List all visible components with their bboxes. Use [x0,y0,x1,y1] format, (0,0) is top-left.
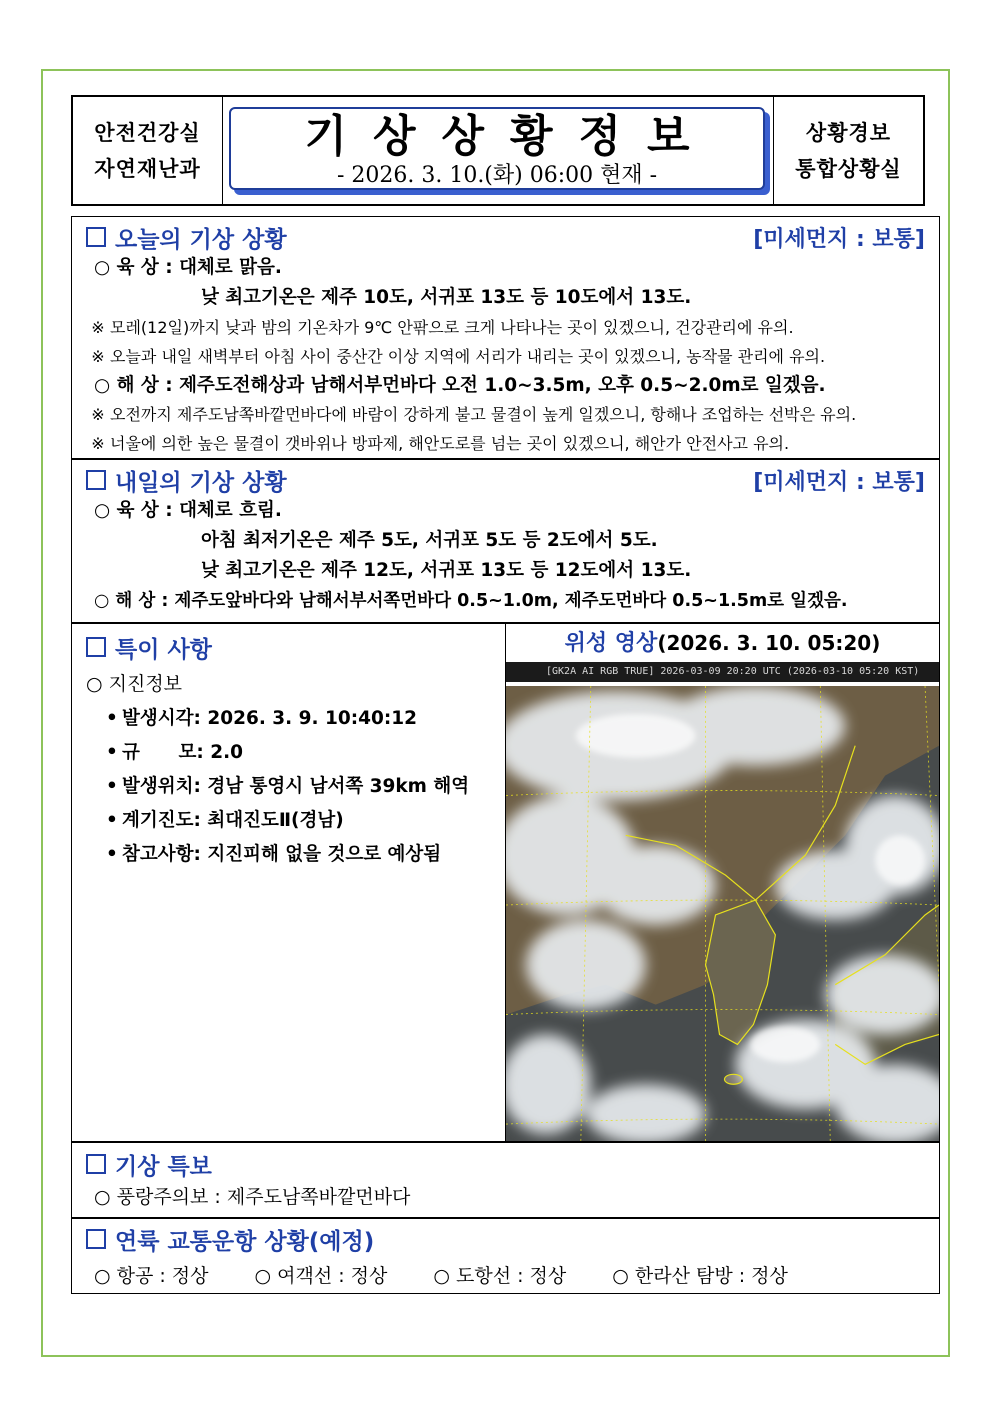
today-note-1: ※ 모레(12일)까지 낮과 밤의 기온차가 9℃ 안팎으로 크게 나타나는 곳이 있겠으니, 건강관리에 유의. [86,313,925,342]
checkbox-icon [86,637,106,657]
today-sea-label: ○ 해 상 : [94,375,173,396]
tomorrow-title: 내일의 기상 상황 [115,469,287,496]
satellite-panel [506,624,939,1141]
special-notes [72,624,506,1141]
today-note-2: ※ 오늘과 내일 새벽부터 아침 사이 중산간 이상 지역에 서리가 내리는 곳이 있겠으니, 농작물 관리에 유의. [86,342,925,371]
today-title: 오늘의 기상 상황 [115,226,287,253]
traffic-ferry: ○ 여객선 : 정상 [254,1265,388,1287]
quake-item: • 발생위치: 경남 통영시 남서쪽 39km 해역 [86,770,491,804]
tomorrow-land-max: 낮 최고기온은 제주 12도, 서귀포 13도 등 12도에서 13도. [201,560,692,581]
special-header [86,628,491,666]
note-mark: ※ [91,405,105,424]
traffic-section [71,1218,940,1294]
today-land-temp: 낮 최고기온은 제주 10도, 서귀포 13도 등 10도에서 13도. [201,287,692,308]
recipient-line-1: 상황경보 [805,120,892,145]
bullet-icon: • [106,810,118,831]
today-note-4: ※ 너울에 의한 높은 물결이 갯바위나 방파제, 해안도로를 넘는 곳이 있겠으니, 해안가 안전사고 유의. [86,429,925,458]
weather-warning-section [71,1142,940,1218]
recipient-line-2: 통합상황실 [795,156,902,181]
traffic-hallasan: ○ 한라산 탐방 : 정상 [612,1265,788,1287]
report-date: - 2026. 3. 10.(화) 06:00 현재 - [336,163,658,188]
bullet-icon: • [106,708,118,729]
traffic-island-ferry: ○ 도항선 : 정상 [433,1265,567,1287]
tomorrow-land [86,496,925,526]
issuer-line-1: 안전건강실 [94,120,201,145]
tomorrow-weather-section [71,459,940,623]
tomorrow-land-min: 아침 최저기온은 제주 5도, 서귀포 5도 등 2도에서 5도. [201,530,658,551]
warning-header [86,1147,925,1181]
tomorrow-sea-text: 제주도앞바다와 남해서부서쪽먼바다 0.5~1.0m, 제주도먼바다 0.5~1.5m로 일겠음. [174,591,848,611]
quake-item: • 규 모: 2.0 [86,736,491,770]
quake-heading: ○ 지진정보 [86,673,183,695]
note-mark: ※ [91,318,105,337]
tomorrow-header [86,464,925,496]
satellite-image [506,686,939,1141]
today-note-3: ※ 오전까지 제주도남쪽바깥먼바다에 바람이 강하게 불고 물결이 높게 일겠으니, 항해나 조업하는 선박은 유의. [86,400,925,429]
tomorrow-sea-label: ○ 해 상 : [94,591,169,611]
traffic-status-list [86,1261,925,1288]
note-mark: ※ [91,347,105,366]
satellite-title: 위성 영상(2026. 3. 10. 05:20) [564,631,881,656]
quake-item: • 발생시각: 2026. 3. 9. 10:40:12 [86,702,491,736]
today-sea [86,371,925,400]
report-header [71,95,925,206]
title-area [223,97,773,204]
quake-item: • 계기진도: 최대진도Ⅱ(경남) [86,804,491,838]
today-weather-section [71,216,940,459]
issuer-line-2: 자연재난과 [94,156,201,181]
today-land-sky: 대체로 맑음. [179,257,282,278]
bullet-icon: • [106,844,118,865]
checkbox-icon [86,1154,106,1174]
checkbox-icon [86,470,106,490]
warning-title: 기상 특보 [115,1153,212,1180]
report-title: 기상상황정보 [304,111,716,162]
warning-item: ○ 풍랑주의보 : 제주도남쪽바깥먼바다 [94,1186,411,1208]
today-land-label: ○ 육 상 : [94,257,173,278]
quake-item: • 참고사항: 지진피해 없을 것으로 예상됨 [86,838,491,872]
traffic-title: 연륙 교통운항 상황(예정) [115,1228,375,1255]
checkbox-icon [86,227,106,247]
special-title: 특이 사항 [115,636,212,663]
tomorrow-land-label: ○ 육 상 : [94,500,173,521]
issuer-department [73,97,223,204]
tomorrow-dust: [미세먼지 : 보통] [753,469,925,495]
bullet-icon: • [106,776,118,797]
title-box [229,107,765,190]
today-dust: [미세먼지 : 보통] [753,226,925,252]
tomorrow-land-sky: 대체로 흐림. [179,500,282,521]
checkbox-icon [86,1229,106,1249]
special-section [71,623,940,1142]
today-header [86,221,925,253]
today-sea-text: 제주도전해상과 남해서부먼바다 오전 1.0~3.5m, 오후 0.5~2.0m로 일겠음. [179,375,826,396]
tomorrow-sea [86,586,925,616]
traffic-air: ○ 항공 : 정상 [94,1265,209,1287]
note-mark: ※ [91,434,105,453]
today-land [86,253,925,283]
traffic-header [86,1223,925,1255]
satellite-caption: [GK2A AI RGB TRUE] 2026-03-09 20:20 UTC (2026-03-10 05:20 KST) [506,662,939,682]
recipient-department [773,97,923,204]
bullet-icon: • [106,742,118,763]
